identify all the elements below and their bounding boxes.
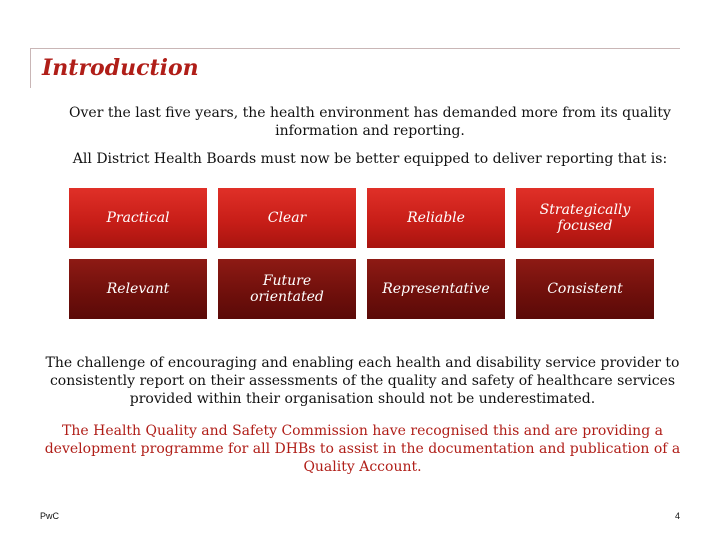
quality-box-relevant: Relevant xyxy=(68,258,208,320)
qualities-grid xyxy=(68,187,658,320)
quality-box-practical: Practical xyxy=(68,187,208,249)
hsqc-paragraph: The Health Quality and Safety Commission have recognised this and are providing a development programme for all DHBs to assist in the documentation and publication of a Quality Account. xyxy=(44,423,681,475)
quality-box-clear: Clear xyxy=(217,187,357,249)
challenge-paragraph: The challenge of encouraging and enabling each health and disability service provider to consistently report on their assessments of the quality and safety of healthcare services provided within their organisation should not be underestimated. xyxy=(45,355,680,407)
quality-box-future-orientated: Future orientated xyxy=(217,258,357,320)
quality-box-consistent: Consistent xyxy=(515,258,655,320)
quality-box-representative: Representative xyxy=(366,258,506,320)
intro-lead-in: All District Health Boards must now be better equipped to deliver reporting that is: xyxy=(72,151,668,167)
title-rule-vertical xyxy=(30,48,31,88)
page-number: 4 xyxy=(674,511,680,521)
quality-box-strategically-focused: Strategically focused xyxy=(515,187,655,249)
intro-paragraph: Over the last five years, the health environment has demanded more from its quality information and reporting. xyxy=(69,105,671,139)
slide-title: Introduction xyxy=(42,55,199,81)
quality-box-reliable: Reliable xyxy=(366,187,506,249)
title-rule-horizontal xyxy=(30,48,680,49)
footer-brand: PwC xyxy=(40,511,60,521)
